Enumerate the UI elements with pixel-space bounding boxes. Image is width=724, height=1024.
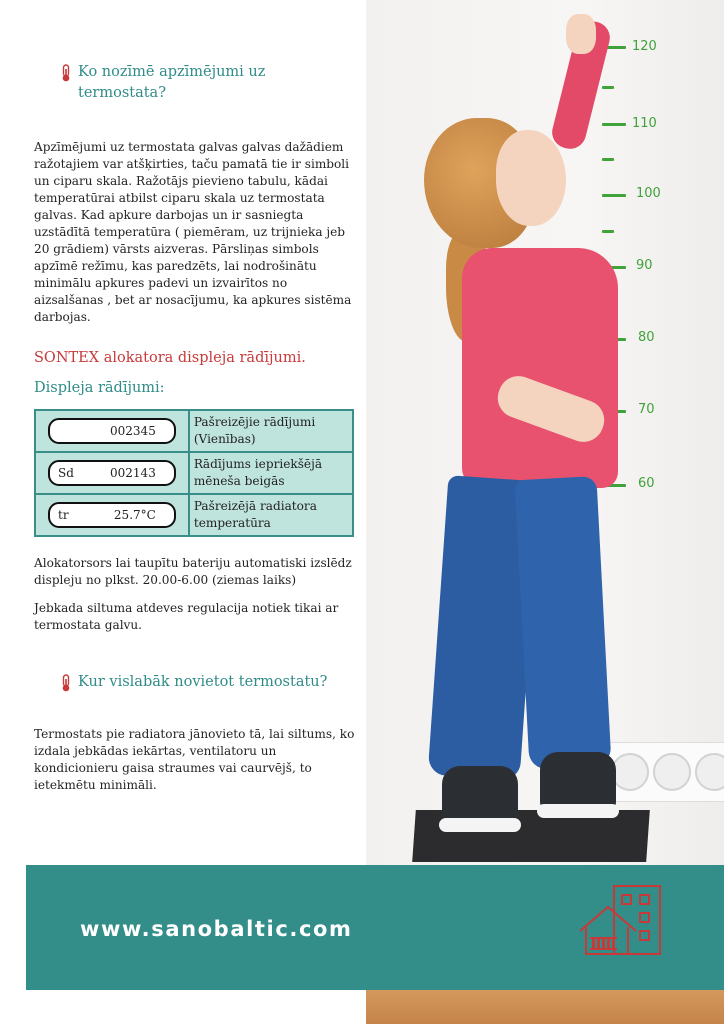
outlet [695,753,724,791]
lcd-prefix: Sd [58,466,74,480]
outlet [653,753,691,791]
ruler-label-60: 60 [638,476,655,491]
lcd-value: 002143 [110,466,156,480]
ruler-tick [602,123,626,126]
ruler-label-90: 90 [636,258,653,273]
ruler-tick [602,230,614,233]
display-description: Pašreizējā radiatora temperatūra [189,494,353,536]
display-readings-table [34,409,354,537]
girl-shirt [462,248,618,488]
sontex-title: SONTEX alokatora displeja rādījumi. [34,350,306,366]
wall-outlets [604,742,724,802]
display-cell [35,494,189,536]
ruler-label-120: 120 [632,39,657,54]
house-building-logo-icon [578,883,668,961]
lcd-prefix: tr [58,508,69,522]
display-cell [35,410,189,452]
ruler-tick [602,194,626,197]
girl-hand [566,14,596,54]
sontex-note-battery: Alokatorsors lai taupītu bateriju automatiski izslēdz displeju no plkst. 20.00-6.00 (ziemas laiks) [34,556,352,587]
sontex-subtitle: Displeja rādījumi: [34,380,165,396]
outlet [611,753,649,791]
lcd-display [48,418,176,444]
girl-shoe-right [540,752,616,810]
display-description: Pašreizējie rādījumi (Vienības) [189,410,353,452]
lcd-display [48,502,176,528]
ruler-label-80: 80 [638,330,655,345]
ruler-label-110: 110 [632,116,657,131]
girl-face [496,130,566,226]
website-link[interactable]: www.sanobaltic.com [80,917,353,941]
table-row [35,494,353,536]
section1-body: Apzīmējumi uz termostata galvas galvas dažādiem ražotajiem var atšķirties, taču pamatā tie ir simboli un ciparu skala. Ražotājs pievieno tabulu, kādai temperatūrai atbilst ciparu skala uz termostata galvas. Kad apkure darbojas un ir sasniegta uzstādītā temperatūra ( piemēram, uz trijnieka jeb 20 grādiem) vārsts aizveras. Pārsliņas simbols apzīmē režīmu, kas paredzēts, lai nodrošinātu minimālu apkures padevi un izvairītos no aizsalšanas , bet ar nosacījumu, ka apkures sistēma darbojas. [34,140,352,324]
section1-heading-text: Ko nozīmē apzīmējumi uz termostata? [78,64,266,101]
lcd-value: 002345 [110,424,156,438]
sontex-note-regulation: Jebkada siltuma atdeves regulacija notiek tikai ar termostata galvu. [34,601,339,632]
section2-body: Termostats pie radiatora jānovieto tā, lai siltums, ko izdala jebkādas iekārtas, ventilatoru un kondicionieru gaisa straumes vai caurvējš, to ietekmētu minimāli. [34,727,355,792]
footer-banner [26,865,724,990]
table-row [35,452,353,494]
thermometer-icon [60,64,72,82]
section2-heading [78,672,348,693]
wooden-floor [366,988,724,1024]
girl-jeans-right [514,476,611,770]
section2-heading-text: Kur vislabāk novietot termostatu? [78,674,328,690]
display-cell [35,452,189,494]
thermometer-icon [60,674,72,692]
ruler-label-70: 70 [638,402,655,417]
table-row [35,410,353,452]
lcd-value: 25.7°C [113,508,156,522]
girl-shoe-left [442,766,518,824]
lcd-display [48,460,176,486]
display-description: Rādījums iepriekšējā mēneša beigās [189,452,353,494]
section1-heading [78,62,318,104]
ruler-tick [602,86,614,89]
ruler-label-100: 100 [636,186,661,201]
ruler-tick [602,158,614,161]
